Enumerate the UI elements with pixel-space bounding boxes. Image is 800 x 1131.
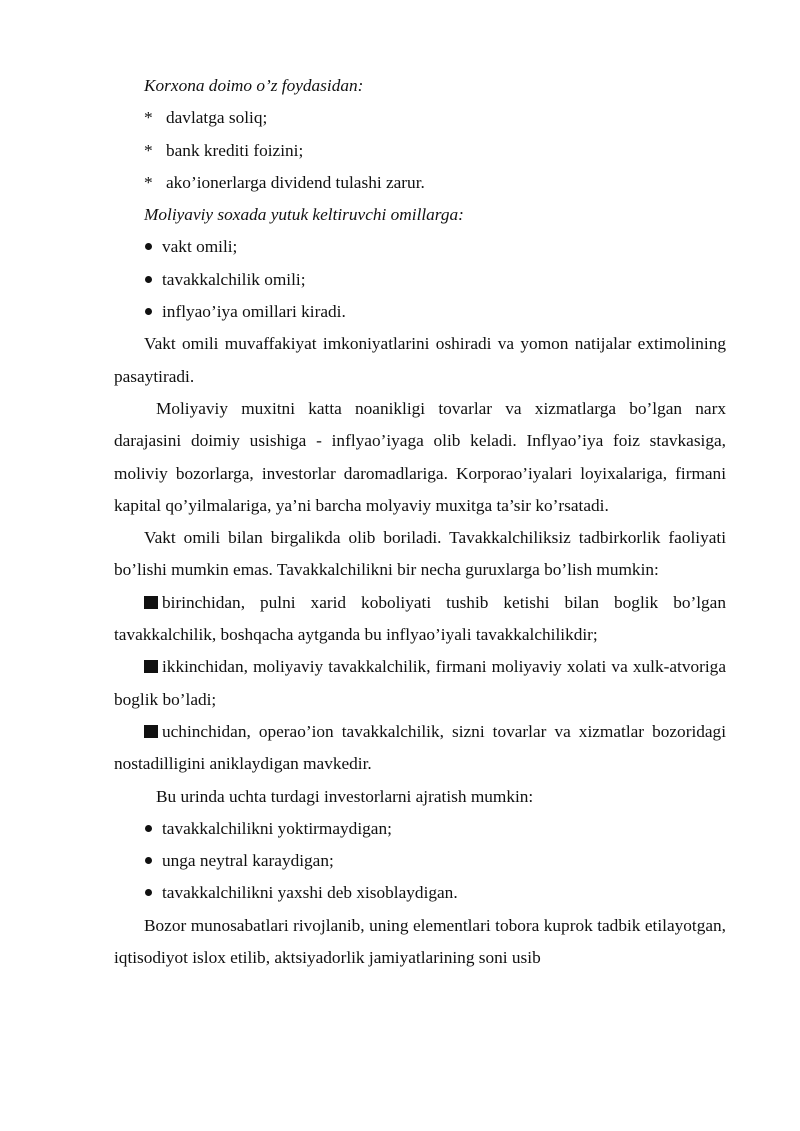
list-item: tavakkalchilik omili; — [162, 269, 306, 289]
paragraph: Vakt omili bilan birgalikda olib boriladi. Tavakkalchiliksiz tadbirkorlik faoliyati bo’lishi mumkin emas. Tavakkalchilikni bir necha guruxlarga bo’lish mumkin: — [114, 528, 726, 580]
square-bullet-icon — [144, 660, 158, 673]
square-list-item: birinchidan, pulni xarid koboliyati tushib ketishi bilan boglik bo’lgan tavakkalchilik, boshqacha aytganda bu inflyao’iyali tavakkalchilikdir; — [114, 592, 726, 645]
paragraph: Vakt omili muvaffakiyat imkoniyatlarini oshiradi va yomon natijalar extimolining pasaytiradi. — [114, 334, 726, 386]
list-item: unga neytral karaydigan; — [162, 851, 334, 871]
document-page — [114, 70, 726, 974]
list-item: * bank krediti foizini; — [114, 135, 726, 167]
list-item: vakt omili; — [162, 237, 238, 257]
asterisk-marker: * — [144, 108, 153, 128]
square-list-item: ikkinchidan, moliyaviy tavakkalchilik, firmani moliyaviy xolati va xulk-atvoriga boglik bo’ladi; — [114, 657, 726, 709]
paragraph: Moliyaviy muxitni katta noanikligi tovarlar va xizmatlarga bo’lgan narx darajasini doimiy usishiga - inflyao’iyaga olib keladi. Inflyao’iya foiz stavkasiga, moliviy bozorlarga, investorlar daromadlariga. Korporao’iyalari loyixalariga, firmani kapital qo’yilmalariga, ya’ni barcha molyaviy muxitga ta’sir ko’rsatadi. — [114, 398, 726, 515]
square-bullet-icon — [144, 725, 158, 738]
section-heading-profit: Korxona doimo o’z foydasidan: — [144, 76, 364, 95]
paragraph: Bozor munosabatlari rivojlanib, uning elementlari tobora kuprok tadbik etilayotgan, iqtisodiyot islox etilib, aktsiyadorlik jamiyatlarining soni usib — [114, 915, 726, 968]
list-item: tavakkalchilikni yaxshi deb xisoblaydigan. — [162, 883, 458, 903]
paragraph: Bu urinda uchta turdagi investorlarni ajratish mumkin: — [156, 786, 534, 806]
section-heading-factors: Moliyaviy soxada yutuk keltiruvchi omillarga: — [144, 205, 464, 225]
asterisk-marker: * — [144, 172, 153, 192]
list-item: inflyao’iya omillari kiradi. — [162, 302, 346, 322]
list-item: * ako’ionerlarga dividend tulashi zarur. — [114, 167, 726, 199]
square-list-item: uchinchidan, operao’ion tavakkalchilik, sizni tovarlar va xizmatlar bozoridagi nostadilligini aniklaydigan mavkedir. — [114, 721, 726, 774]
asterisk-marker: * — [144, 140, 153, 160]
list-item: tavakkalchilikni yoktirmaydigan; — [162, 818, 392, 838]
list-item: * davlatga soliq; — [114, 102, 726, 134]
square-bullet-icon — [144, 596, 158, 609]
